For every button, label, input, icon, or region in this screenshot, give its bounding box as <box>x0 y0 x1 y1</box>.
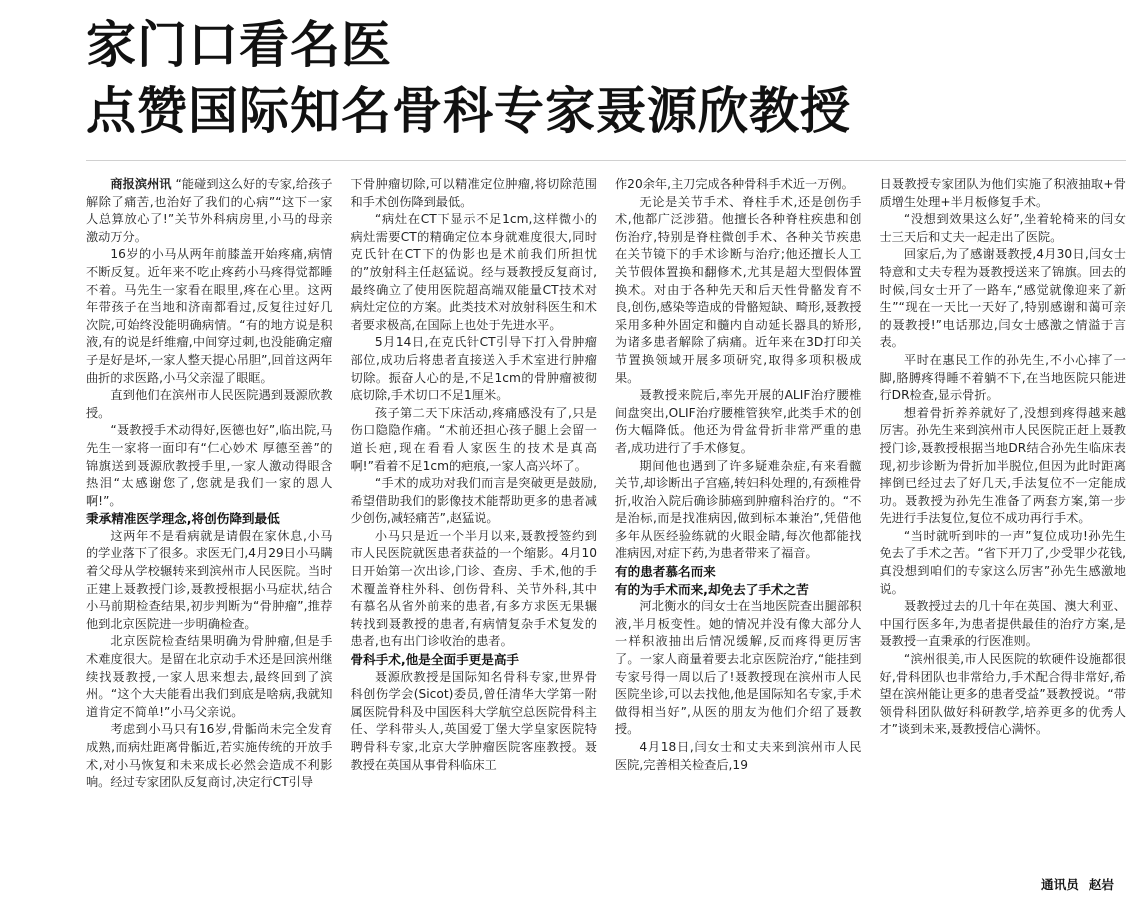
paragraph: 想着骨折养养就好了,没想到疼得越来越厉害。孙先生来到滨州市人民医院正赶上聂教授门诊,聂教授根据当地DR结合孙先生临床表现,初步诊断为骨折加半脱位,但因为此时距离摔倒已经过去了好几天,手法复位不一定能成功。聂教授为孙先生准备了两套方案,第一步先进行手法复位,复位不成功再行手术。 <box>879 405 1126 526</box>
paragraph: “没想到效果这么好”,坐着轮椅来的闫女士三天后和丈夫一起走出了医院。 <box>879 212 1126 244</box>
section-subhead: 有的患者慕名而来 <box>615 564 716 580</box>
paragraph: 聂源欣教授是国际知名骨科专家,世界骨科创伤学会(Sicot)委员,曾任清华大学第一附属医院骨科及中国医科大学航空总医院骨科主任、学科带头人,英国爱丁堡大学皇家医院特聘骨科专家,北京大学肿瘤医院客座教授。聂教授在英国从事骨科临床工 <box>350 669 597 772</box>
headline-line-1: 家门口看名医 <box>86 16 392 74</box>
paragraph: 无论是关节手术、脊柱手术,还是创伤手术,他都广泛涉猎。他擅长各种脊柱疾患和创伤治疗,特别是脊柱微创手术、各种关节疾患在关节镜下的手术诊断与治疗;他还擅长人工关节假体置换和翻修术,尤其是超大型假体置换术。对由于各种先天和后天性骨骼发育不良,创伤,感染等造成的骨骼短缺、畸形,聂教授采用多种外固定和髓内自动延长器具的矫形,为诸多患者解除了病痛。近年来在3D打印关节置换领域开展多项研究,取得多项积极成果。 <box>615 194 862 385</box>
paragraph: 小马只是近一个半月以来,聂教授签约到市人民医院就医患者获益的一个缩影。4月10日开始第一次出诊,门诊、查房、手术,他的手术覆盖脊柱外科、创伤骨科、关节外科,其中有慕名从省外前来的患者,有多方求医无果辗转找到聂教授的患者,有病情复杂手术复发的患者,也有出门诊收治的患者。 <box>350 528 597 649</box>
byline-label: 通讯员 <box>1041 877 1079 892</box>
dateline: 商报滨州讯 <box>110 177 172 191</box>
paragraph: “手术的成功对我们而言是突破更是鼓励,希望借助我们的影像技术能帮助更多的患者减少创伤,减轻痛苦”,赵猛说。 <box>350 476 597 526</box>
paragraph: 孩子第二天下床活动,疼痛感没有了,只是伤口隐隐作痛。“术前还担心孩子腿上会留一道长疤,现在看看人家医生的技术是真高啊!”看着不足1cm的疤痕,一家人高兴坏了。 <box>350 405 597 473</box>
paragraph: 16岁的小马从两年前膝盖开始疼痛,病情不断反复。近年来不吃止疼药小马疼得觉都睡不着。马先生一家看在眼里,疼在心里。这两年带孩子在当地和济南都看过,反复往过好几次院,可始终没能明确病情。“有的地方说是积液,有的说是纤维瘤,中间穿过刺,也没能确定瘤子是好是坏,一家人整天提心吊胆”,回首这两年曲折的求医路,小马父亲湿了眼眶。 <box>86 247 333 385</box>
paragraph: 作20余年,主刀完成各种骨科手术近一万例。 <box>615 177 854 191</box>
paragraph: 这两年不是看病就是请假在家休息,小马的学业落下了很多。求医无门,4月29日小马瞒着父母从学校辗转来到滨州市人民医院。当时正建上聂教授门诊,聂教授根据小马症状,结合小马前期检查结果,初步判断为“骨肿瘤”,推荐他到北京医院进一步明确检查。 <box>86 528 333 631</box>
article-column-2 <box>351 176 598 890</box>
lead-paragraph <box>86 176 333 246</box>
paragraph: 5月14日,在克氏针CT引导下打入骨肿瘤部位,成功后将患者直接送入手术室进行肿瘤切除。振奋人心的是,不足1cm的骨肿瘤被彻底切除,手术切口不足1厘米。 <box>350 335 597 403</box>
paragraph: “聂教授手术动得好,医德也好”,临出院,马先生一家将一面印有“仁心妙术 厚德至善”的锦旗送到聂源欣教授手里,一家人激动得眼含热泪“太感谢您了,您就是我们一家的恩人啊!”。 <box>86 423 333 508</box>
headline <box>86 14 851 142</box>
paragraph-text: “能碰到这么好的专家,给孩子解除了痛苦,也治好了我们的心病”“这下一家人总算放心了!”关节外科病房里,小马的母亲激动万分。 <box>86 177 333 244</box>
article-column-4 <box>880 176 1127 890</box>
paragraph: “滨州很美,市人民医院的软硬件设施都很好,骨科团队也非常给力,手术配合得非常好,希望在滨州能让更多的患者受益”聂教授说。“带领骨科团队做好科研教学,培养更多的优秀人才”谈到未来,聂教授信心满怀。 <box>879 652 1126 737</box>
article-column-1 <box>86 176 333 890</box>
paragraph: 期间他也遇到了许多疑难杂症,有来看髋关节,却诊断出子宫癌,转妇科处理的,有颈椎骨折,收治入院后确诊肺癌到肿瘤科治疗的。“不是治标,而是找准病因,做到标本兼治”,凭借他多年从医经验练就的火眼金睛,每次他都能找准病因,对症下药,为患者带来了福音。 <box>615 458 862 561</box>
article-column-3 <box>615 176 862 890</box>
section-subhead: 有的为手术而来,却免去了手术之苦 <box>615 581 809 597</box>
paragraph: 直到他们在滨州市人民医院遇到聂源欣教授。 <box>86 388 333 420</box>
paragraph: 聂教授过去的几十年在英国、澳大利亚、中国行医多年,为患者提供最佳的治疗方案,是聂教授一直秉承的行医准则。 <box>879 599 1126 649</box>
paragraph: “当时就听到咔的一声”复位成功!孙先生免去了手术之苦。“省下开刀了,少受罪少花钱,真没想到咱们的专家这么厉害”孙先生感激地说。 <box>879 528 1126 596</box>
paragraph: 河北衡水的闫女士在当地医院查出腿部积液,半月板变性。她的情况并没有像大部分人一样积液抽出后情况缓解,反而疼得更厉害了。一家人商量着要去北京医院治疗,“能挂到专家号得一周以后了!聂教授现在滨州市人民医院坐诊,可以去找他,他是国际知名专家,手术做得相当好”,从医的朋友为他们介绍了聂教授。 <box>615 599 862 737</box>
paragraph: “病灶在CT下显示不足1cm,这样微小的病灶需要CT的精确定位本身就难度很大,同时克氏针在CT下的伪影也是术前我们所担忧的”放射科主任赵猛说。经与聂教授反复商讨,最终确立了使用医院超高端双能量CT技术对病灶定位的方案。此类技术对放射科医生和术者要求极高,在国际上也处于先进水平。 <box>350 212 597 332</box>
paragraph: 平时在惠民工作的孙先生,不小心摔了一脚,胳膊疼得睡不着躺不下,在当地医院只能进行DR检查,显示骨折。 <box>879 352 1126 403</box>
paragraph: 日聂教授专家团队为他们实施了积液抽取+骨质增生处理+半月板修复手术。 <box>879 177 1126 209</box>
paragraph: 回家后,为了感谢聂教授,4月30日,闫女士特意和丈夫专程为聂教授送来了锦旗。回去的时候,闫女士开了一路车,“感觉就像迎来了新生”“现在一天比一天好了,特别感谢和蔼可亲的聂教授!”电话那边,闫女士感激之情溢于言表。 <box>879 247 1126 350</box>
paragraph: 考虑到小马只有16岁,骨骺尚未完全发育成熟,而病灶距离骨骺近,若实施传统的开放手术,对小马恢复和未来成长必然会造成不利影响。经过专家团队反复商讨,决定行CT引导 <box>86 722 333 790</box>
paragraph: 4月18日,闫女士和丈夫来到滨州市人民医院,完善相关检查后,19 <box>615 740 862 772</box>
paragraph: 聂教授来院后,率先开展的ALIF治疗腰椎间盘突出,OLIF治疗腰椎管狭窄,此类手术的创伤大幅降低。他还为骨盆骨折非常严重的患者,成功进行了手术修复。 <box>615 388 862 455</box>
section-subhead: 秉承精准医学理念,将创伤降到最低 <box>86 511 280 527</box>
paragraph: 下骨肿瘤切除,可以精准定位肿瘤,将切除范围和手术创伤降到最低。 <box>350 177 597 209</box>
byline <box>1041 874 1114 893</box>
headline-line-2: 点赞国际知名骨科专家聂源欣教授 <box>86 82 851 140</box>
paragraph: 北京医院检查结果明确为骨肿瘤,但是手术难度很大。是留在北京动手术还是回滨州继续找聂教授,一家人思来想去,最终回到了滨州。“这个大夫能看出我们到底是啥病,我就知道肯定不简单!”小马父亲说。 <box>86 634 333 719</box>
article-body <box>86 176 1126 890</box>
headline-divider <box>86 160 1126 161</box>
byline-name: 赵岩 <box>1088 877 1114 892</box>
section-subhead: 骨科手术,他是全面手更是高手 <box>350 652 520 668</box>
